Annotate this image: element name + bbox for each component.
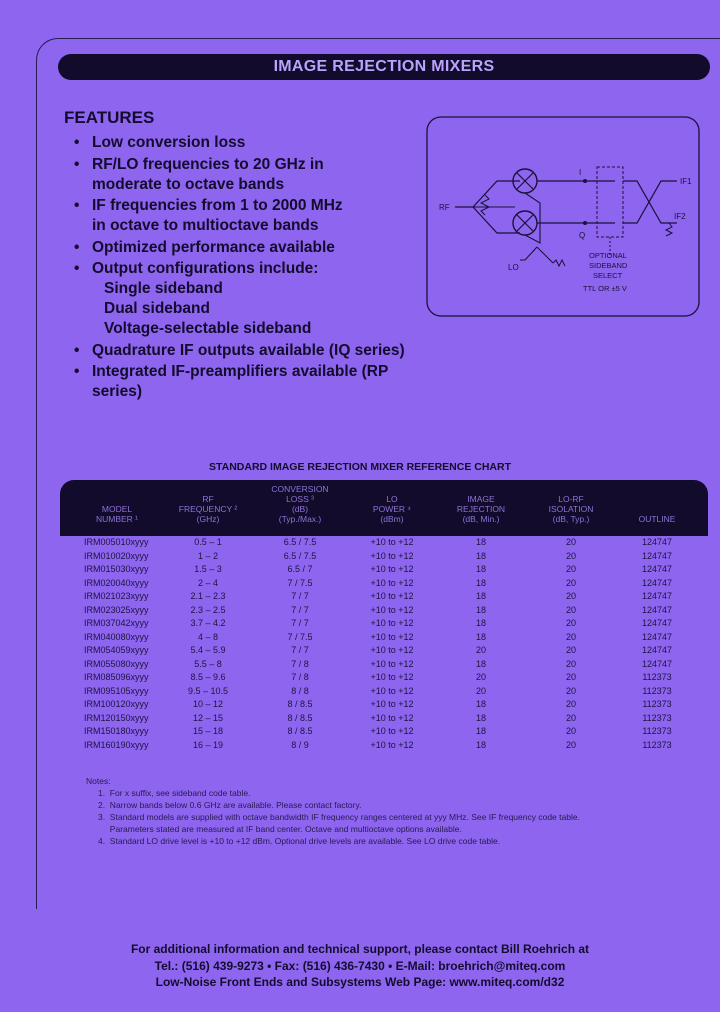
feature-item xyxy=(74,259,434,339)
feature-item xyxy=(74,362,434,402)
table-cell: 18 xyxy=(475,550,486,561)
table-cell: 124747 xyxy=(641,645,673,655)
table-cell: 8 / 9 xyxy=(291,739,309,750)
table-cell: 20 xyxy=(565,631,576,642)
column-header: OUTLINE xyxy=(638,514,676,524)
table-cell: 18 xyxy=(475,739,486,750)
table-cell: IRM150180xyyy xyxy=(84,726,149,736)
table-cell: +10 to +12 xyxy=(370,645,414,655)
feature-item xyxy=(74,341,434,361)
bullet-icon: • xyxy=(74,238,80,256)
table-cell: 1 – 2 xyxy=(197,550,219,561)
table-cell: 20 xyxy=(565,591,576,601)
table-cell: +10 to +12 xyxy=(370,550,414,561)
table-cell: 20 xyxy=(565,685,576,696)
block-diagram xyxy=(425,115,701,318)
note-item: 3. Standard models are supplied with octave bandwidth IF frequency ranges centered at yyy MHz. See IF frequency code table. xyxy=(98,812,580,822)
table-cell: 124747 xyxy=(641,537,673,547)
feature-text: Quadrature IF outputs available (IQ series) xyxy=(92,341,405,359)
note-item: 2. Narrow bands below 0.6 GHz are available. Please contact factory. xyxy=(98,800,362,810)
table-cell: IRM095105xyyy xyxy=(84,685,149,696)
feature-subitem: Single sideband xyxy=(104,280,223,297)
table-cell: 20 xyxy=(565,645,576,655)
table-cell: 124747 xyxy=(641,618,673,628)
reference-table xyxy=(60,480,708,752)
bullet-icon: • xyxy=(74,341,80,359)
table-cell: +10 to +12 xyxy=(370,672,414,682)
table-cell: IRM160190xyyy xyxy=(84,739,149,750)
table-cell: 20 xyxy=(565,618,576,628)
table-body xyxy=(60,536,708,752)
features-heading: FEATURES xyxy=(64,108,155,127)
table-row xyxy=(60,617,708,631)
footer-web: Low-Noise Front Ends and Subsystems Web Page: www.miteq.com/d32 xyxy=(155,975,565,989)
table-cell: 124747 xyxy=(641,591,673,601)
table-cell: 20 xyxy=(565,739,576,750)
table-row xyxy=(60,739,708,753)
column-header: RF FREQUENCY ² (GHz) xyxy=(178,494,238,524)
table-cell: IRM040080xyyy xyxy=(84,631,149,642)
bullet-icon: • xyxy=(74,134,80,151)
table-cell: 2.3 – 2.5 xyxy=(190,604,226,615)
table-cell: +10 to +12 xyxy=(370,564,414,574)
table-row xyxy=(60,671,708,685)
label-ttl: TTL OR ±5 V xyxy=(583,284,627,293)
bullet-icon: • xyxy=(74,155,80,173)
feature-item xyxy=(74,155,434,195)
bullet-icon: • xyxy=(74,197,80,214)
table-cell: +10 to +12 xyxy=(370,712,414,723)
label-lo: LO xyxy=(508,263,519,272)
label-optional: OPTIONAL xyxy=(589,251,627,260)
table-cell: 112373 xyxy=(642,739,672,750)
table-cell: 16 – 19 xyxy=(192,739,224,750)
note-item: Parameters stated are measured at IF band center. Octave and multioctave options available. xyxy=(98,824,462,834)
table-cell: IRM020040xyyy xyxy=(84,577,149,588)
table-cell: 124747 xyxy=(641,577,673,588)
note-item: 4. Standard LO drive level is +10 to +12 dBm. Optional drive levels are available. See LO drive code table. xyxy=(98,836,501,846)
table-cell: IRM010020xyyy xyxy=(84,550,149,561)
table-cell: 18 xyxy=(475,564,486,574)
table-cell: 20 xyxy=(475,685,486,696)
table-cell: 2.1 – 2.3 xyxy=(190,591,226,601)
table-cell: 112373 xyxy=(642,712,672,723)
table-cell: 18 xyxy=(475,618,486,628)
label-sideband: SIDEBAND xyxy=(589,261,628,270)
label-if1: IF1 xyxy=(680,177,692,186)
table-cell: IRM005010xyyy xyxy=(84,537,149,547)
feature-text: Integrated IF-preamplifiers available (RP series) xyxy=(92,363,389,400)
table-cell: 0.5 – 1 xyxy=(194,537,222,547)
table-row xyxy=(60,698,708,712)
table-cell: 112373 xyxy=(642,726,672,736)
table-cell: 20 xyxy=(475,672,486,682)
table-cell: +10 to +12 xyxy=(370,631,414,642)
table-cell: IRM120150xyyy xyxy=(84,712,149,723)
feature-text: IF frequencies from 1 to 2000 MHz xyxy=(92,197,343,214)
table-cell: 7 / 7 xyxy=(291,618,309,628)
table-cell: 7 / 7 xyxy=(291,645,309,655)
table-cell: +10 to +12 xyxy=(370,699,414,709)
table-cell: 20 xyxy=(565,672,576,682)
table-cell: 124747 xyxy=(641,564,673,574)
table-cell: 112373 xyxy=(642,699,672,709)
table-row xyxy=(60,563,708,577)
table-cell: IRM015030xyyy xyxy=(84,564,149,574)
label-rf: RF xyxy=(439,203,450,212)
table-cell: +10 to +12 xyxy=(370,726,414,736)
table-cell: IRM023025xyyy xyxy=(84,604,149,615)
table-cell: 8 / 8.5 xyxy=(287,712,313,723)
table-row xyxy=(60,712,708,726)
table-cell: +10 to +12 xyxy=(370,685,414,696)
table-cell: 18 xyxy=(475,658,486,669)
table-row xyxy=(60,577,708,591)
feature-text: Output configurations include: xyxy=(92,260,319,277)
column-header: LO-RF ISOLATION (dB, Typ.) xyxy=(548,494,594,524)
if-hybrid xyxy=(623,181,677,223)
table-cell: 20 xyxy=(475,645,486,655)
label-i: I xyxy=(579,168,582,177)
feature-text: Low conversion loss xyxy=(92,134,246,151)
table-cell: IRM100120xyyy xyxy=(84,699,149,709)
table-cell: 8 / 8.5 xyxy=(287,726,313,736)
feature-item xyxy=(74,196,434,236)
table-cell: +10 to +12 xyxy=(370,537,414,547)
table-cell: IRM085096xyyy xyxy=(84,672,149,682)
table-cell: +10 to +12 xyxy=(370,577,414,588)
splitter-resistor xyxy=(481,195,489,215)
table-cell: 20 xyxy=(565,537,576,547)
table-row xyxy=(60,550,708,564)
table-cell: 18 xyxy=(475,726,486,736)
table-cell: 18 xyxy=(475,604,486,615)
table-cell: 112373 xyxy=(642,672,672,682)
table-cell: 8 / 8 xyxy=(291,685,309,696)
table-cell: 18 xyxy=(475,537,486,547)
bullet-icon: • xyxy=(74,363,80,380)
table-cell: 4 – 8 xyxy=(197,631,219,642)
table-row xyxy=(60,590,708,604)
table-cell: 8 / 8.5 xyxy=(287,699,313,709)
table-row xyxy=(60,685,708,699)
lo-hybrid xyxy=(525,193,540,243)
table-cell: 20 xyxy=(565,550,576,561)
table-row xyxy=(60,644,708,658)
table-cell: 124747 xyxy=(641,550,673,561)
footer-phone-email: Tel.: (516) 439-9273 • Fax: (516) 436-7430 • E-Mail: broehrich@miteq.com xyxy=(154,958,566,973)
table-cell: 18 xyxy=(475,699,486,709)
table-cell: 12 – 15 xyxy=(192,712,224,723)
table-cell: 7 / 8 xyxy=(291,672,309,682)
table-cell: +10 to +12 xyxy=(370,739,414,750)
feature-item xyxy=(74,238,434,258)
table-cell: 9.5 – 10.5 xyxy=(187,685,229,696)
table-cell: 5.5 – 8 xyxy=(194,658,222,669)
table-cell: +10 to +12 xyxy=(370,604,414,615)
table-cell: 20 xyxy=(565,699,576,709)
table-cell: 18 xyxy=(475,577,486,588)
table-cell: IRM054059xyyy xyxy=(84,645,149,655)
feature-text: RF/LO frequencies to 20 GHz in xyxy=(92,155,324,173)
table-cell: IRM055080xyyy xyxy=(84,658,149,669)
column-header: CONVERSION LOSS ³ (dB) (Typ./Max.) xyxy=(271,484,329,524)
table-cell: 124747 xyxy=(641,658,673,669)
table-cell: 5.4 – 5.9 xyxy=(190,645,226,655)
table-cell: IRM021023xyyy xyxy=(84,591,149,601)
feature-text: Optimized performance available xyxy=(92,238,335,256)
label-q: Q xyxy=(579,231,586,240)
sideband-switch-box xyxy=(597,167,623,237)
table-cell: 15 – 18 xyxy=(192,726,224,736)
bullet-icon: • xyxy=(74,260,80,277)
table-cell: 1.5 – 3 xyxy=(194,564,222,574)
table-cell: 6.5 / 7.5 xyxy=(283,550,317,561)
table-row xyxy=(60,536,708,550)
table-cell: 7 / 7.5 xyxy=(287,631,313,642)
column-header: LO POWER ⁴ (dBm) xyxy=(372,494,412,524)
label-select: SELECT xyxy=(593,271,623,280)
table-cell: 2 – 4 xyxy=(197,577,219,588)
table-cell: 10 – 12 xyxy=(192,699,224,709)
table-row xyxy=(60,725,708,739)
table-cell: 20 xyxy=(565,564,576,574)
table-cell: 18 xyxy=(475,591,486,601)
label-if2: IF2 xyxy=(674,212,686,221)
table-cell: 7 / 7 xyxy=(291,604,309,615)
table-cell: IRM037042xyyy xyxy=(84,618,149,628)
column-header: MODEL NUMBER ¹ xyxy=(95,504,139,524)
features-list xyxy=(74,133,434,404)
table-cell: 124747 xyxy=(641,604,673,615)
feature-text: in octave to multioctave bands xyxy=(92,217,319,234)
page-title: IMAGE REJECTION MIXERS xyxy=(58,54,710,80)
table-cell: 7 / 7 xyxy=(291,591,309,601)
chart-title: STANDARD IMAGE REJECTION MIXER REFERENCE CHART xyxy=(209,461,511,473)
table-cell: 124747 xyxy=(641,631,673,642)
table-cell: 7 / 8 xyxy=(291,658,309,669)
footer-contact: For additional information and technical support, please contact Bill Roehrich at xyxy=(130,942,590,956)
table-cell: 20 xyxy=(565,658,576,669)
table-cell: 18 xyxy=(475,712,486,723)
table-cell: 20 xyxy=(565,712,576,723)
note-item: 1. For x suffix, see sideband code table. xyxy=(98,788,251,798)
feature-subitem: Voltage-selectable sideband xyxy=(104,320,312,337)
table-row xyxy=(60,658,708,672)
table-cell: 8.5 – 9.6 xyxy=(190,672,226,682)
diagram-border xyxy=(427,117,699,316)
table-cell: 112373 xyxy=(642,685,672,696)
table-cell: 7 / 7.5 xyxy=(287,577,313,588)
table-cell: 3.7 – 4.2 xyxy=(190,618,226,628)
notes xyxy=(86,775,686,847)
table-cell: +10 to +12 xyxy=(370,658,414,669)
table-cell: 20 xyxy=(565,577,576,588)
feature-item xyxy=(74,133,434,153)
table-cell: 20 xyxy=(565,604,576,615)
column-header: IMAGE REJECTION (dB, Min.) xyxy=(456,494,506,524)
table-cell: +10 to +12 xyxy=(370,618,414,628)
table-cell: 6.5 / 7 xyxy=(287,564,313,574)
table-cell: 18 xyxy=(475,631,486,642)
table-cell: 20 xyxy=(565,726,576,736)
table-row xyxy=(60,631,708,645)
feature-subitem: Dual sideband xyxy=(104,300,210,317)
table-cell: 6.5 / 7.5 xyxy=(283,537,317,547)
table-cell: +10 to +12 xyxy=(370,591,414,601)
table-row xyxy=(60,604,708,618)
notes-title: Notes: xyxy=(86,776,111,786)
footer xyxy=(0,941,720,991)
feature-text: moderate to octave bands xyxy=(92,175,285,193)
table-header xyxy=(60,480,708,536)
